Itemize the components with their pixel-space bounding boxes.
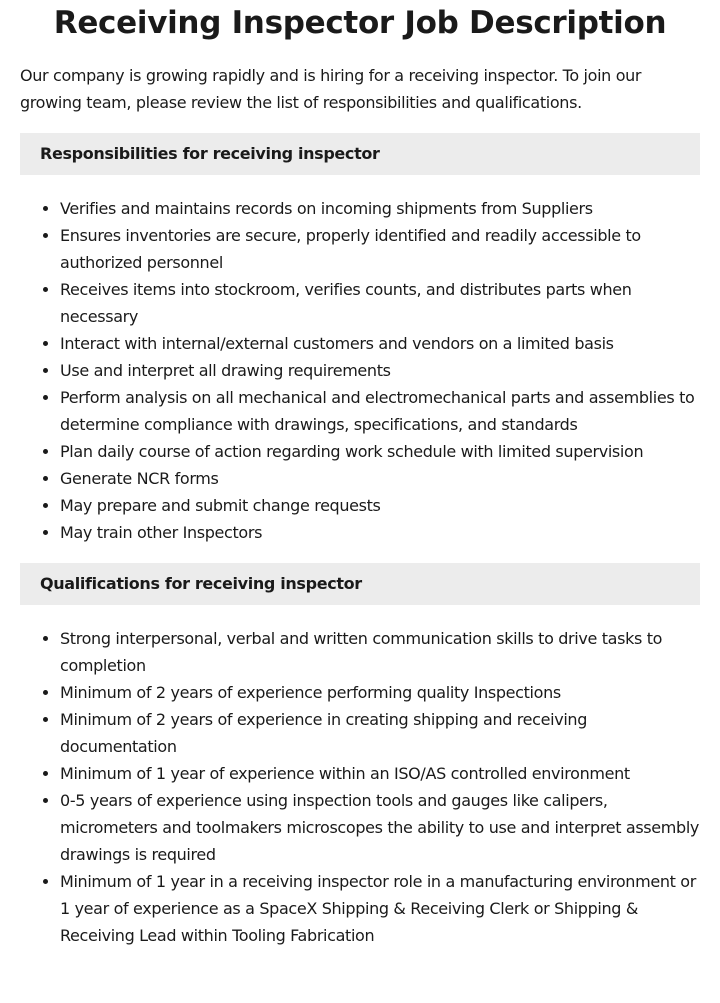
list-item: • Verifies and maintains records on incoming shipments from Suppliers [60,195,700,222]
list-item: • May prepare and submit change requests [60,492,700,519]
list-item: • Receives items into stockroom, verifies counts, and distributes parts when necessary [60,276,700,330]
list-item: • Minimum of 2 years of experience performing quality Inspections [60,679,700,706]
list-item: • 0-5 years of experience using inspection tools and gauges like calipers, micrometers and toolmakers microscopes the ability to use and interpret assembly drawings is required [60,787,700,868]
list-item: • Plan daily course of action regarding work schedule with limited supervision [60,438,700,465]
list-item: • Minimum of 2 years of experience in creating shipping and receiving documentation [60,706,700,760]
list-item: • May train other Inspectors [60,519,700,546]
list-item: • Minimum of 1 year of experience within an ISO/AS controlled environment [60,760,700,787]
list-item: • Perform analysis on all mechanical and electromechanical parts and assemblies to determine compliance with drawings, specifications, and standards [60,384,700,438]
list-item: • Ensures inventories are secure, properly identified and readily accessible to authorized personnel [60,222,700,276]
list-item: • Minimum of 1 year in a receiving inspector role in a manufacturing environment or 1 year of experience as a SpaceX Shipping & Receiving Clerk or Shipping & Receiving Lead within Tooling Fabrication [60,868,700,949]
list-item: • Use and interpret all drawing requirements [60,357,700,384]
qualifications-list [20,625,700,949]
qualifications-heading: Qualifications for receiving inspector [20,563,700,605]
responsibilities-list [20,195,700,546]
list-item: • Strong interpersonal, verbal and written communication skills to drive tasks to completion [60,625,700,679]
intro-paragraph: Our company is growing rapidly and is hiring for a receiving inspector. To join our growing team, please review the list of responsibilities and qualifications. [20,66,642,112]
page-title: Receiving Inspector Job Description [53,5,667,41]
responsibilities-heading: Responsibilities for receiving inspector [20,133,700,175]
list-item: • Generate NCR forms [60,465,700,492]
list-item: • Interact with internal/external customers and vendors on a limited basis [60,330,700,357]
